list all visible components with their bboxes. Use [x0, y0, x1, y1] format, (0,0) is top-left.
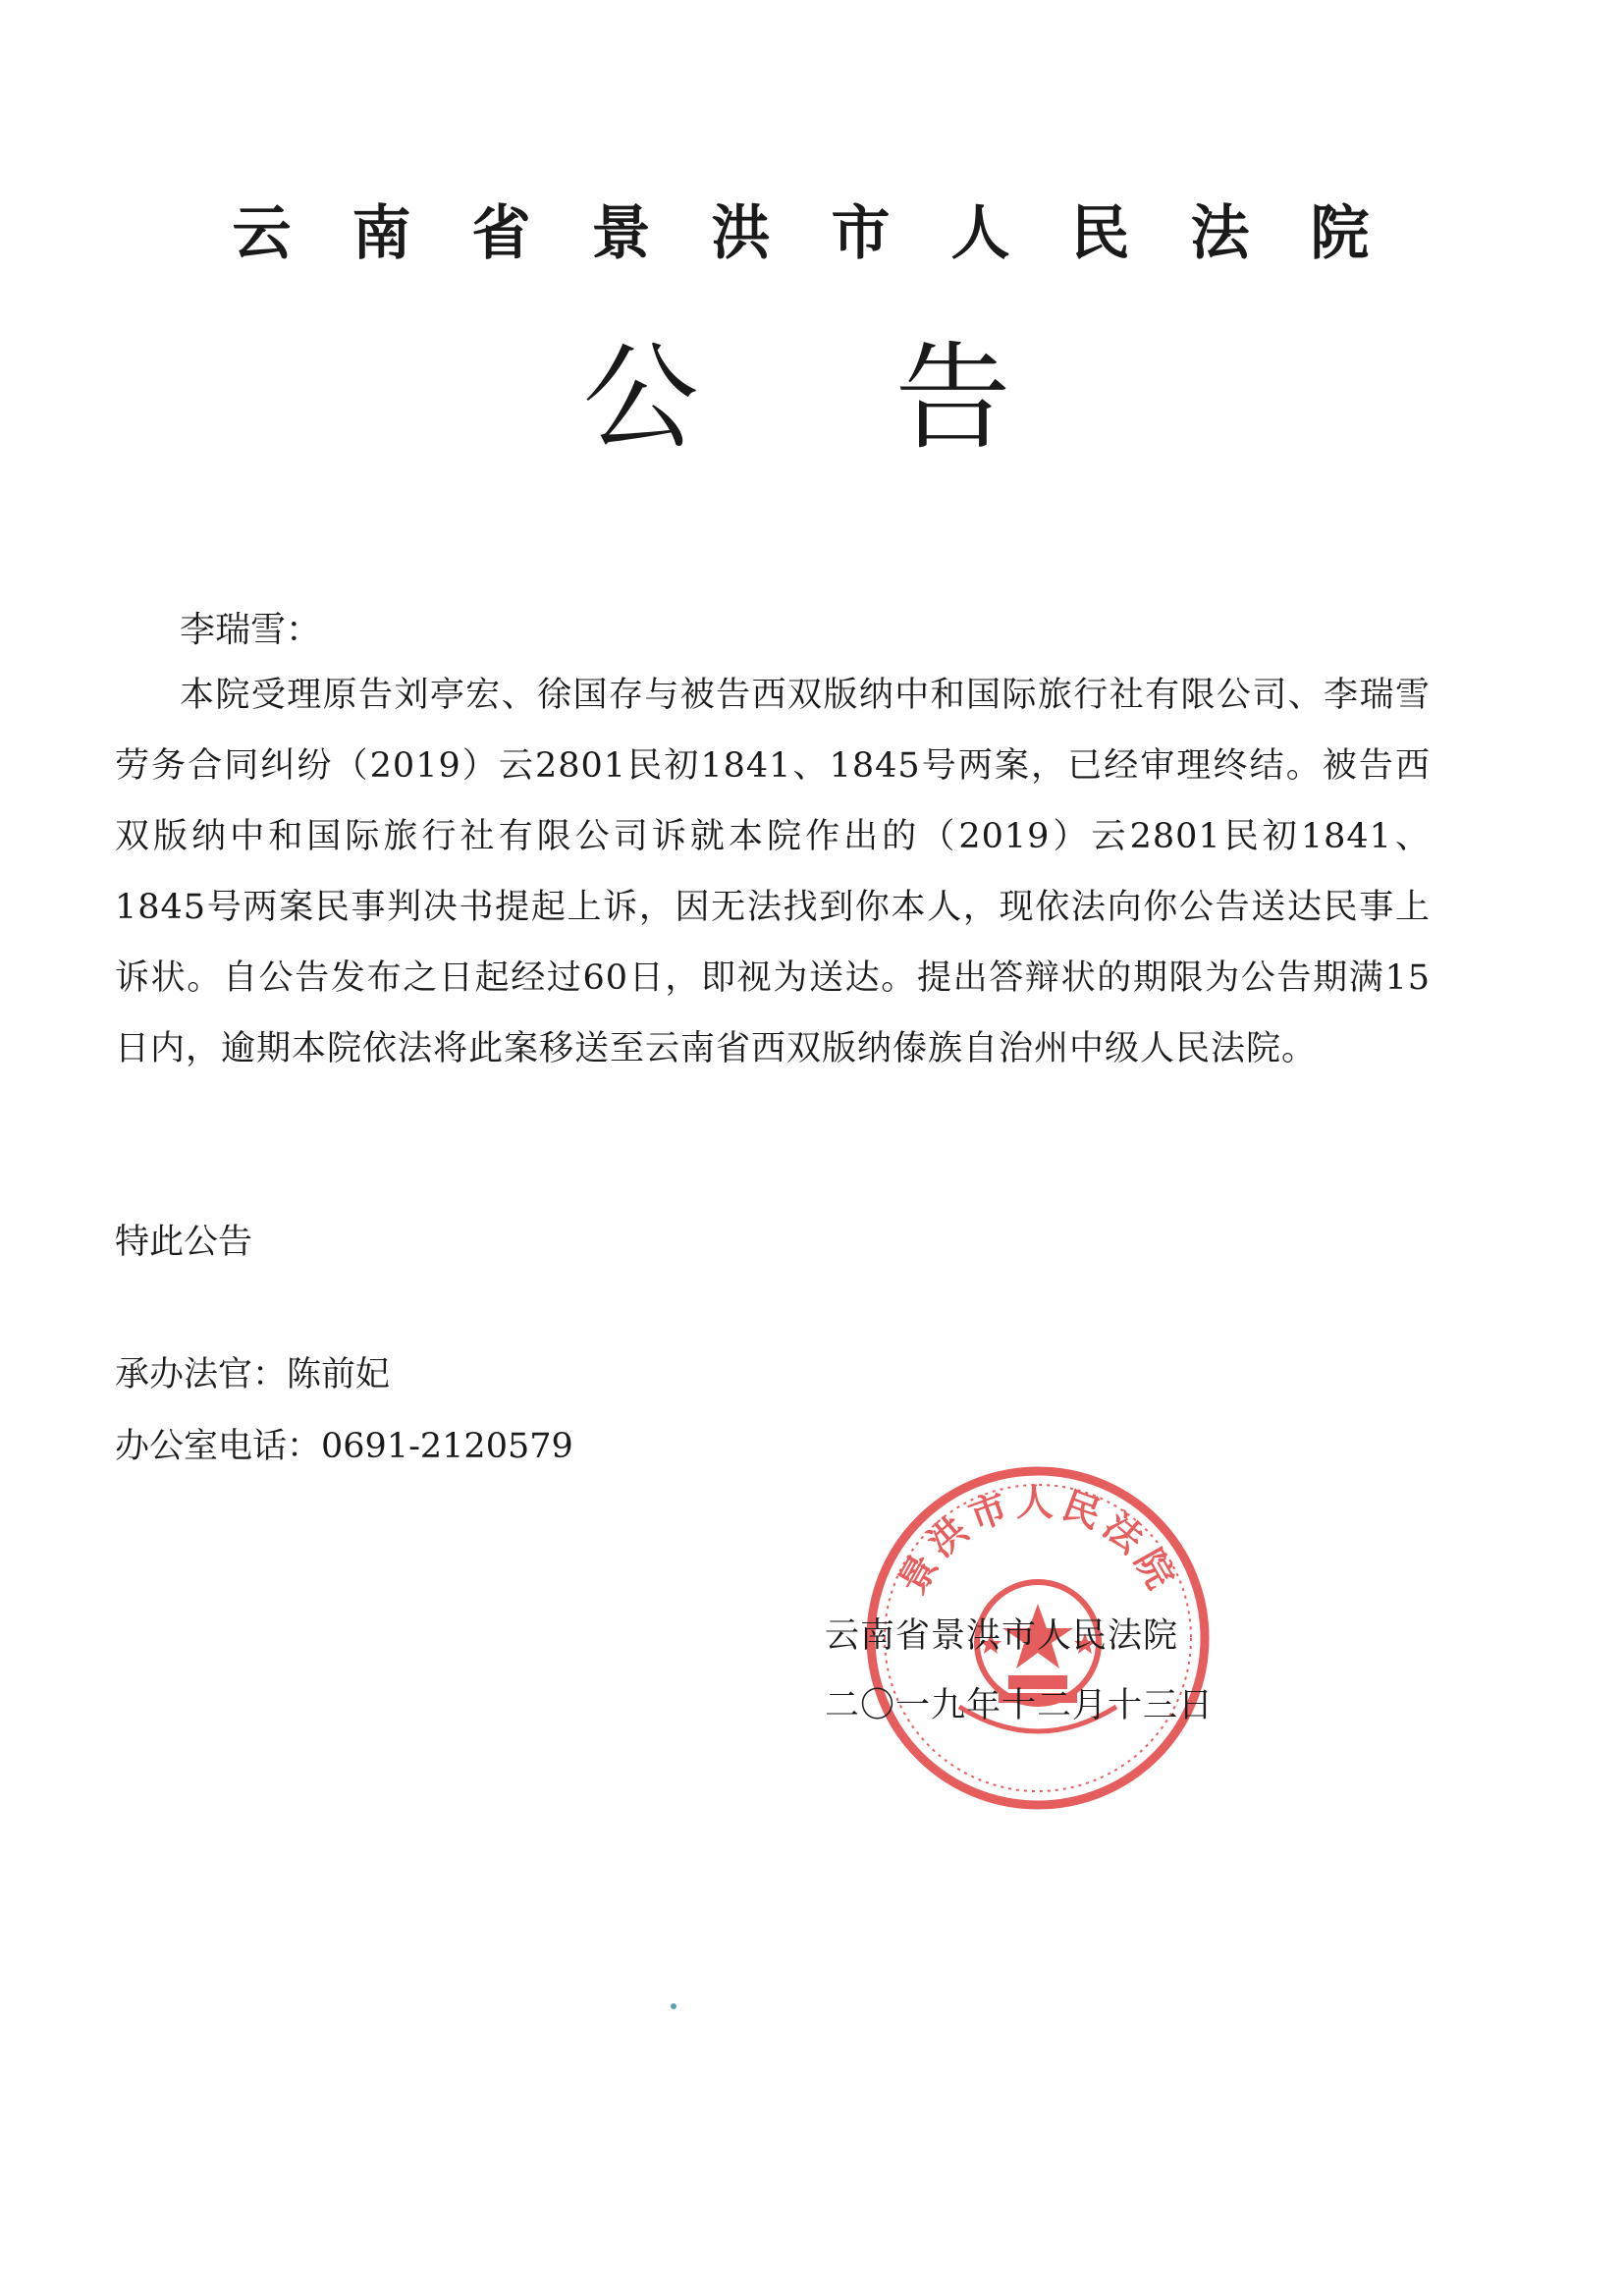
court-name-heading: 云南省景洪市人民法院	[232, 199, 1431, 268]
presiding-judge: 承办法官：陈前妃	[115, 1355, 391, 1394]
scan-dot	[671, 2003, 676, 2009]
announcement-body: 本院受理原告刘亭宏、徐国存与被告西双版纳中和国际旅行社有限公司、李瑞雪劳务合同纠纷（2019）云2801民初1841、1845号两案，已经审理终结。被告西双版纳中和国际旅行社有限公司诉就本院作出的（2019）云2801民初1841、1845号两案民事判决书提起上诉，因无法找到你本人，现依法向你公告送达民事上诉状。自公告发布之日起经过60日，即视为送达。提出答辩状的期限为公告期满15日内，逾期本院依法将此案移送至云南省西双版纳傣族自治州中级人民法院。	[115, 676, 1431, 1068]
seal-text-path: 景洪市人民法院	[889, 1480, 1187, 1602]
addressee: 李瑞雪：	[180, 610, 322, 650]
signature-date: 二〇一九年十二月十三日	[825, 1686, 1215, 1725]
closing-phrase: 特此公告	[115, 1223, 253, 1262]
signature-court: 云南省景洪市人民法院	[825, 1616, 1179, 1656]
announcement-title: 公告	[582, 330, 1208, 465]
office-phone: 办公室电话：0691-2120579	[115, 1427, 573, 1466]
